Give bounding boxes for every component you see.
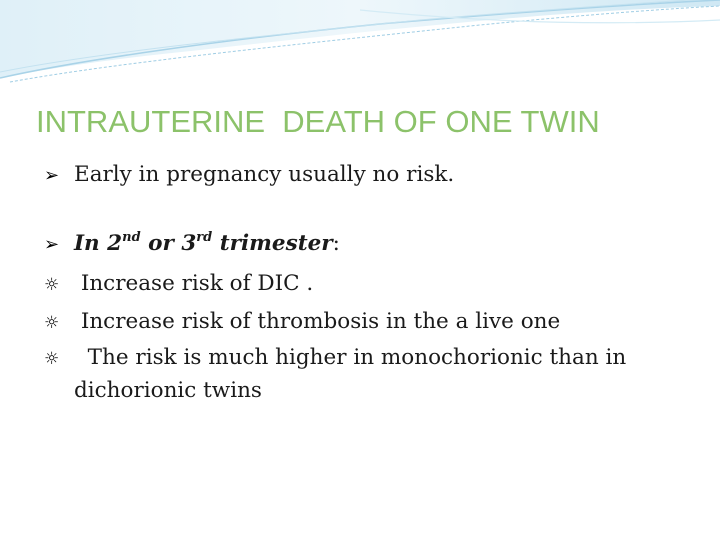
bullet-point-1 bbox=[44, 164, 454, 186]
sub-bullet-text-2: Increase risk of thrombosis in the a live one bbox=[74, 309, 561, 334]
bullet-point-2 bbox=[44, 230, 340, 256]
sub-bullet-text-3: The risk is much higher in monochorionic than in bbox=[74, 345, 627, 370]
sun-bullet-icon: ☼ bbox=[44, 349, 60, 369]
heading-in: In 2 bbox=[74, 231, 123, 256]
heading-trimester: trimester bbox=[212, 231, 333, 256]
heading-colon: : bbox=[332, 231, 340, 256]
sub-bullet-3-continuation: dichorionic twins bbox=[74, 378, 262, 403]
bullet-text-1: Early in pregnancy usually no risk. bbox=[74, 162, 455, 187]
slide-title: INTRAUTERINE DEATH OF ONE TWIN bbox=[36, 104, 600, 139]
sub-bullet-1 bbox=[44, 273, 313, 295]
heading-rd-sup: rd bbox=[196, 230, 213, 245]
sub-bullet-text-1: Increase risk of DIC . bbox=[74, 271, 314, 296]
heading-or: or 3 bbox=[140, 231, 197, 256]
sub-bullet-3 bbox=[44, 347, 626, 369]
heading-nd-sup: nd bbox=[122, 230, 141, 245]
header-wave-band bbox=[0, 0, 720, 110]
sub-bullet-2 bbox=[44, 311, 560, 333]
trimester-heading bbox=[74, 231, 333, 256]
sun-bullet-icon: ☼ bbox=[44, 275, 60, 295]
arrow-bullet-icon: ➢ bbox=[44, 234, 60, 255]
arrow-bullet-icon: ➢ bbox=[44, 165, 60, 186]
sun-bullet-icon: ☼ bbox=[44, 313, 60, 333]
